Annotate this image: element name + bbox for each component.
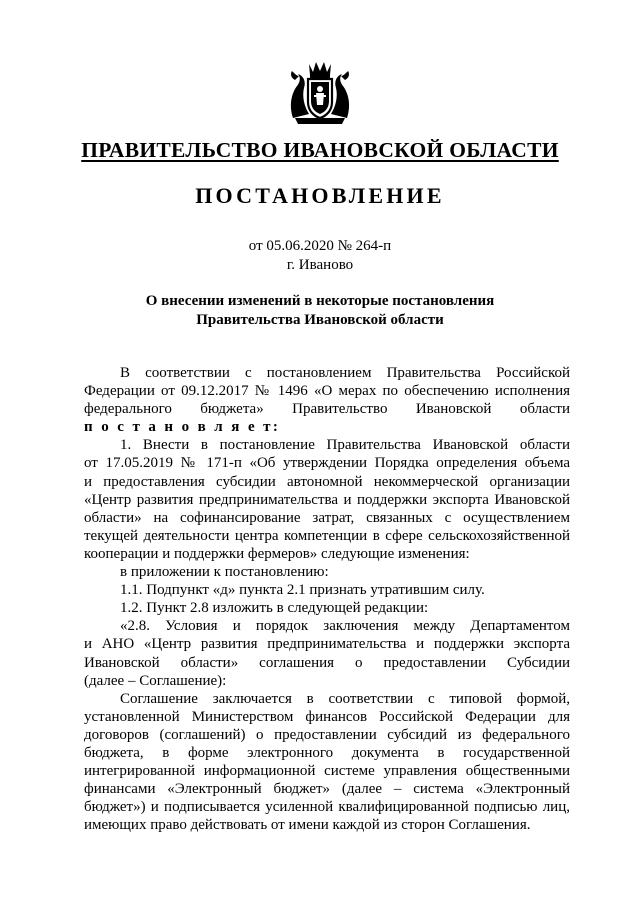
coat-of-arms-icon xyxy=(287,58,353,126)
body-line: Соглашение заключается в соответствии с типовой формой, xyxy=(120,690,570,707)
city: г. Иваново xyxy=(286,257,354,273)
body-line: «Центр развития предпринимательства и поддержки экспорта Ивановской xyxy=(84,491,570,508)
body-line: «2.8. Условия и порядок заключения между Департаментом xyxy=(120,618,570,635)
body-line: от 17.05.2019 № 171-п «Об утверждении Порядка определения объема xyxy=(84,455,570,472)
body-line: интегрированной информационной системе управления общественными xyxy=(84,763,570,780)
document-type: ПОСТАНОВЛЕНИЕ xyxy=(195,183,445,208)
body-line: текущей деятельности центра компетенции в сфере сельскохозяйственной xyxy=(84,527,570,544)
body-line: финансами «Электронный бюджет» (далее – система «Электронный xyxy=(84,781,570,798)
document-body xyxy=(84,364,570,834)
body-line: в приложении к постановлению: xyxy=(120,564,329,581)
body-line: В соответствии с постановлением Правительства Российской xyxy=(120,365,570,381)
body-line: имеющих право действовать от имени каждой из сторон Соглашения. xyxy=(84,817,531,834)
body-line: бюджета, в форме электронного документа в государственной xyxy=(84,744,570,761)
body-line: 1. Внести в постановление Правительства Ивановской области xyxy=(120,437,570,454)
body-line: Федерации от 09.12.2017 № 1496 «О мерах по обеспечению исполнения xyxy=(84,383,570,400)
body-line: установленной Министерством финансов Российской Федерации для xyxy=(84,708,570,725)
body-line: федерального бюджета» Правительство Ивановской области xyxy=(84,401,570,418)
body-line: и АНО «Центр развития предпринимательства и поддержки экспорта xyxy=(84,636,570,653)
resolution-word: п о с т а н о в л я е т: xyxy=(84,419,281,436)
body-line: и предоставления субсидии автономной некоммерческой организации xyxy=(84,473,570,490)
body-line: кооперации и поддержки фермеров» следующие изменения: xyxy=(84,545,470,562)
document-subject xyxy=(0,292,640,330)
date-number: от 05.06.2020 № 264-п xyxy=(248,238,392,254)
body-line: 1.1. Подпункт «д» пункта 2.1 признать утратившим силу. xyxy=(120,582,485,599)
subject-line: Правительства Ивановской области xyxy=(196,312,444,328)
government-title: ПРАВИТЕЛЬСТВО ИВАНОВСКОЙ ОБЛАСТИ xyxy=(81,138,559,162)
body-line: области» на софинансирование затрат, связанных с осуществлением xyxy=(84,509,570,526)
body-line: Ивановской области» соглашения о предоставлении Субсидии xyxy=(84,654,570,671)
subject-line: О внесении изменений в некоторые постановления xyxy=(145,293,495,309)
body-line: 1.2. Пункт 2.8 изложить в следующей редакции: xyxy=(120,600,429,617)
body-line: бюджет») и подписывается усиленной квалифицированной подписью лиц, xyxy=(84,799,570,816)
body-line: (далее – Соглашение): xyxy=(84,672,227,689)
body-line: договоров (соглашений) о предоставлении субсидий из федерального xyxy=(84,726,570,743)
